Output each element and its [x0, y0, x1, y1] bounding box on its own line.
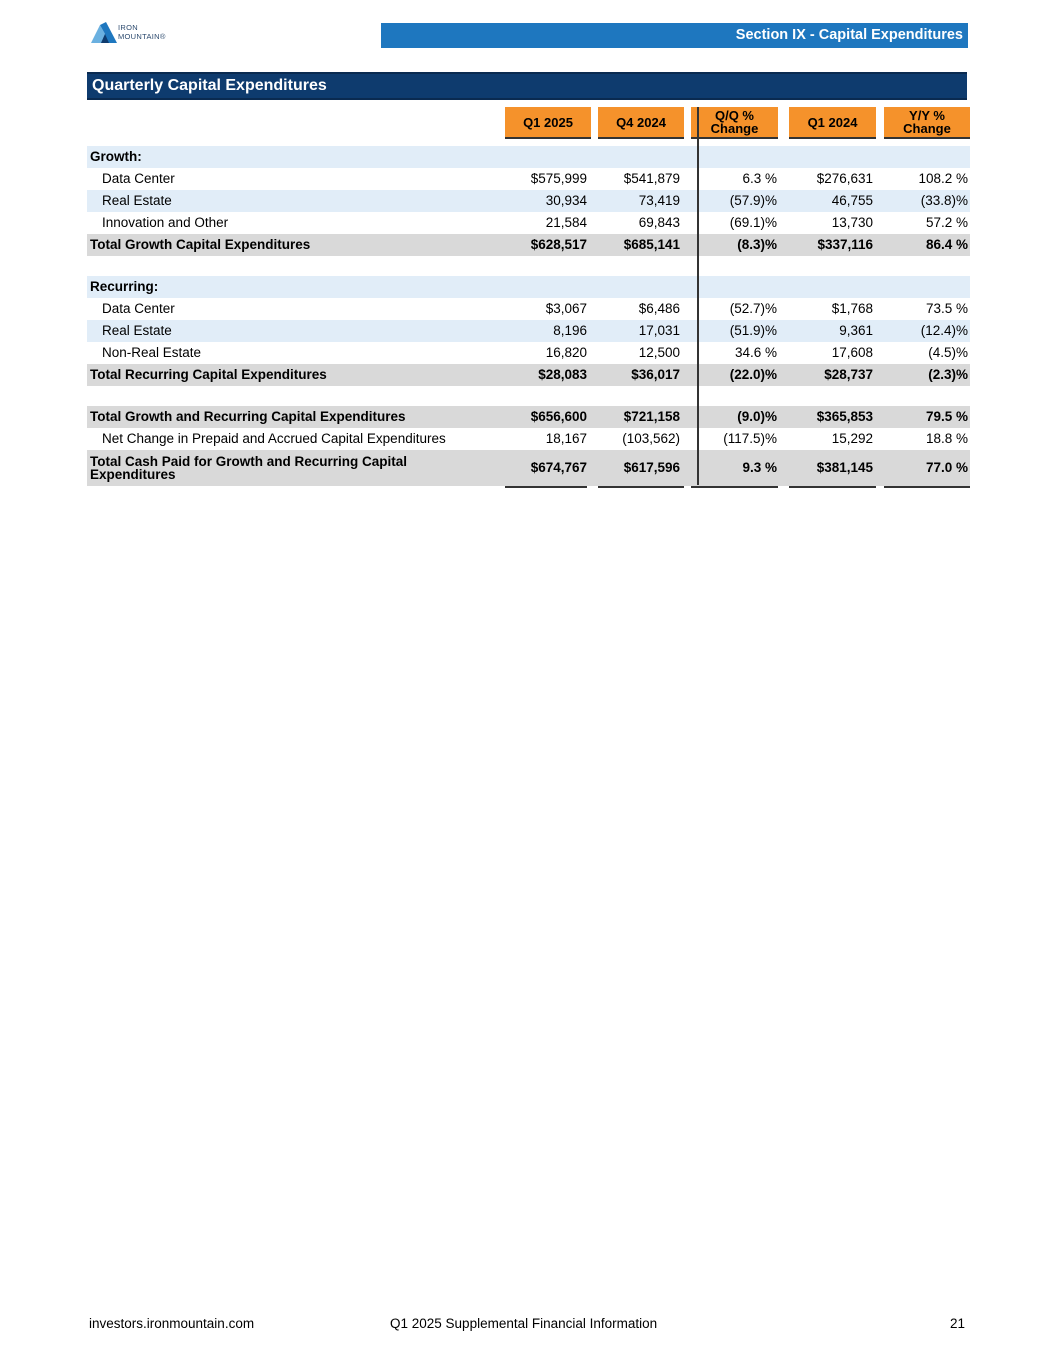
cell-q1-2024: 13,730 — [831, 215, 873, 230]
underline — [691, 486, 778, 488]
cell-q4-2024: 69,843 — [638, 215, 680, 230]
logo-wordmark — [118, 23, 166, 41]
cell-q4-2024: $36,017 — [631, 367, 680, 382]
column-header-q1-2025: Q1 2025 — [505, 107, 591, 139]
table-row — [87, 212, 970, 234]
cell-q1-2025: 16,820 — [545, 345, 587, 360]
table-header — [87, 107, 970, 139]
cell-q1-2025: $28,083 — [538, 367, 587, 382]
cell-qq-change: (117.5)% — [723, 431, 777, 446]
cell-yy-change: 18.8 % — [925, 431, 968, 446]
cell-yy-change: 86.4 % — [925, 237, 968, 252]
cell-q4-2024: 73,419 — [638, 193, 680, 208]
cell-q1-2025: 18,167 — [545, 431, 587, 446]
section-row-recurring — [87, 276, 970, 298]
cell-yy-change: 77.0 % — [925, 460, 968, 475]
cell-q1-2025: $575,999 — [530, 171, 587, 186]
logo-line-1: IRON — [118, 23, 138, 32]
total-row-combined — [87, 406, 970, 428]
table-row — [87, 342, 970, 364]
row-label: Data Center — [102, 171, 175, 186]
footer-document-title: Q1 2025 Supplemental Financial Information — [390, 1316, 658, 1331]
table-row — [87, 320, 970, 342]
cell-q4-2024: $685,141 — [623, 237, 680, 252]
row-label: Total Growth and Recurring Capital Expenditures — [90, 409, 406, 424]
row-label: Data Center — [102, 301, 175, 316]
total-row-recurring — [87, 364, 970, 386]
cell-qq-change: (57.9)% — [729, 193, 777, 208]
cell-yy-change: 79.5 % — [925, 409, 968, 424]
cell-q1-2025: 8,196 — [553, 323, 587, 338]
column-header-q1-2024: Q1 2024 — [789, 107, 876, 139]
cell-q1-2024: 9,361 — [839, 323, 873, 338]
total-row-growth — [87, 234, 970, 256]
page-number: 21 — [950, 1316, 966, 1331]
cell-q1-2024: 17,608 — [831, 345, 873, 360]
column-header-q4-2024: Q4 2024 — [598, 107, 684, 139]
cell-q1-2025: $674,767 — [530, 460, 587, 475]
cell-q1-2024: $1,768 — [831, 301, 873, 316]
cell-qq-change: (69.1)% — [729, 215, 777, 230]
cell-yy-change: 57.2 % — [925, 215, 968, 230]
cell-q1-2025: $3,067 — [545, 301, 587, 316]
cell-q1-2025: $628,517 — [530, 237, 587, 252]
cell-q1-2025: 21,584 — [545, 215, 587, 230]
total-row-cash-paid — [87, 450, 970, 486]
underline — [598, 486, 684, 488]
row-label: Recurring: — [90, 279, 159, 294]
cell-q4-2024: $617,596 — [623, 460, 680, 475]
spacer-row — [87, 386, 970, 406]
cell-yy-change: (4.5)% — [928, 345, 968, 360]
cell-yy-change: (33.8)% — [920, 193, 968, 208]
cell-q1-2024: $381,145 — [816, 460, 873, 475]
row-label: Real Estate — [102, 323, 172, 338]
capex-table — [87, 107, 970, 489]
row-label: Total Recurring Capital Expenditures — [90, 367, 327, 382]
cell-q4-2024: $6,486 — [638, 301, 680, 316]
column-divider — [697, 107, 699, 485]
row-label: Net Change in Prepaid and Accrued Capital Expenditures — [102, 431, 446, 446]
row-label: Growth: — [90, 149, 142, 164]
cell-qq-change: (52.7)% — [729, 301, 777, 316]
column-header-yy-change: Y/Y % Change — [884, 107, 970, 139]
cell-q1-2024: $276,631 — [816, 171, 873, 186]
cell-q4-2024: $721,158 — [623, 409, 680, 424]
cell-q1-2025: 30,934 — [545, 193, 587, 208]
double-underline — [87, 486, 970, 489]
iron-mountain-logo — [91, 22, 191, 46]
table-row — [87, 168, 970, 190]
cell-q1-2024: 15,292 — [831, 431, 873, 446]
table-row — [87, 190, 970, 212]
cell-qq-change: (9.0)% — [737, 409, 777, 424]
row-label: Total Growth Capital Expenditures — [90, 237, 311, 252]
cell-q1-2025: $656,600 — [530, 409, 587, 424]
row-label: Real Estate — [102, 193, 172, 208]
column-header-qq-change: Q/Q % Change — [691, 107, 778, 139]
logo-line-2: MOUNTAIN® — [118, 32, 166, 41]
cell-q4-2024: (103,562) — [622, 431, 680, 446]
cell-q1-2024: 46,755 — [831, 193, 873, 208]
cell-qq-change: (22.0)% — [729, 367, 777, 382]
row-label: Total Cash Paid for Growth and Recurring Capital Expenditures — [90, 454, 408, 482]
underline — [789, 486, 876, 488]
cell-yy-change: 73.5 % — [925, 301, 968, 316]
row-label: Innovation and Other — [102, 215, 229, 230]
cell-qq-change: 34.6 % — [734, 345, 777, 360]
footer-website: investors.ironmountain.com — [89, 1316, 255, 1331]
cell-q1-2024: $28,737 — [824, 367, 873, 382]
spacer-row — [87, 256, 970, 276]
cell-q1-2024: $337,116 — [817, 237, 873, 252]
cell-qq-change: (8.3)% — [737, 237, 777, 252]
table-title: Quarterly Capital Expenditures — [87, 72, 967, 100]
cell-q4-2024: $541,879 — [623, 171, 680, 186]
cell-yy-change: (12.4)% — [920, 323, 968, 338]
underline — [505, 486, 587, 488]
cell-q4-2024: 12,500 — [638, 345, 680, 360]
cell-qq-change: (51.9)% — [729, 323, 777, 338]
mountain-logo-icon — [91, 22, 117, 44]
table-row — [87, 298, 970, 320]
cell-q1-2024: $365,853 — [816, 409, 873, 424]
row-label: Non-Real Estate — [102, 345, 202, 360]
underline — [884, 486, 970, 488]
table-row — [87, 428, 970, 450]
cell-qq-change: 9.3 % — [742, 460, 777, 475]
cell-q4-2024: 17,031 — [638, 323, 680, 338]
cell-qq-change: 6.3 % — [742, 171, 777, 186]
cell-yy-change: (2.3)% — [928, 367, 968, 382]
section-title: Section IX - Capital Expenditures — [381, 23, 968, 48]
section-row-growth — [87, 146, 970, 168]
cell-yy-change: 108.2 % — [918, 171, 968, 186]
